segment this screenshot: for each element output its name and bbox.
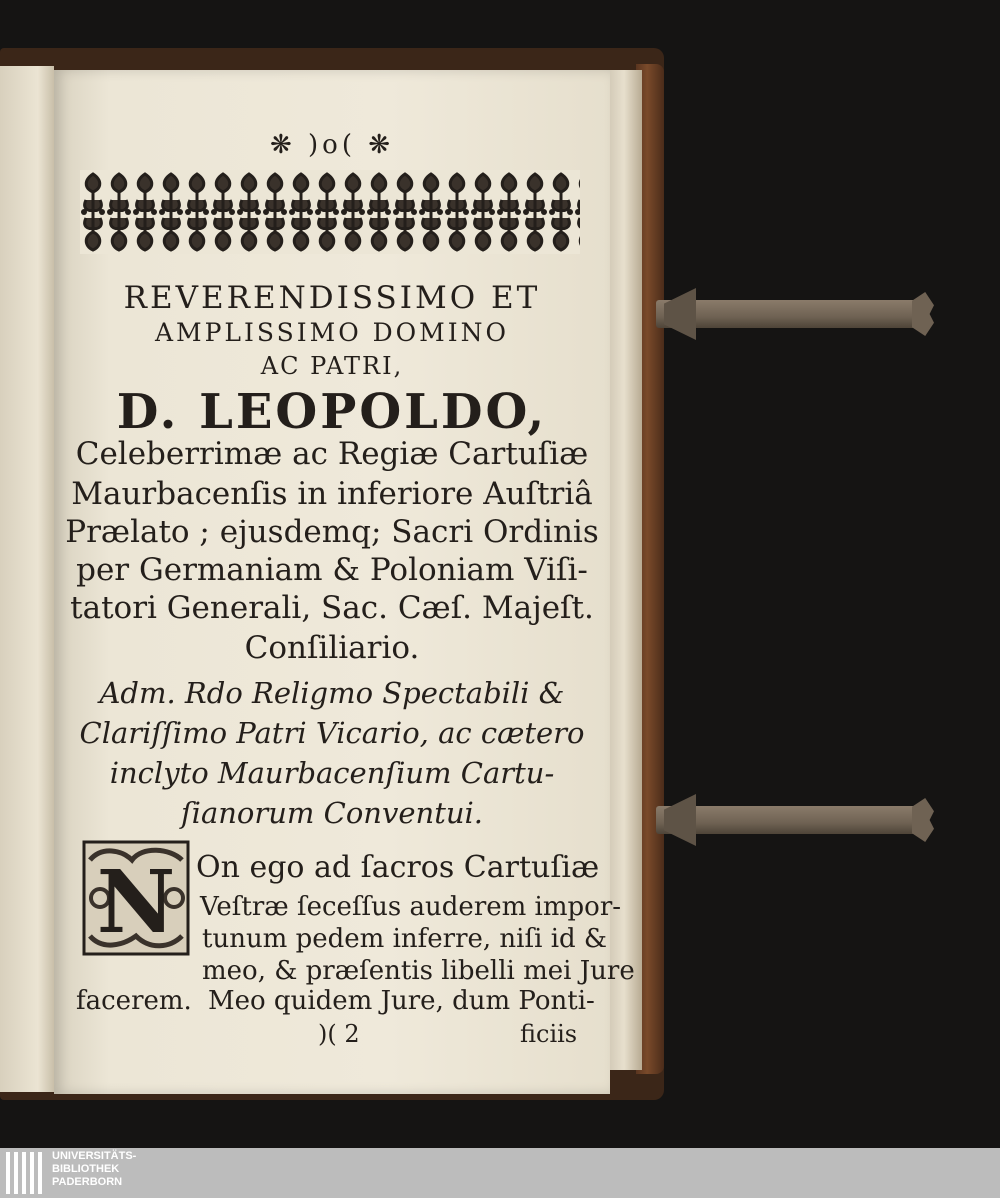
library-logo-icon <box>6 1152 44 1194</box>
dedicatee-name: D. LEOPOLDO, <box>116 384 548 440</box>
text-line: Celeberrimæ ac Regiæ Cartuſiæ <box>75 436 589 472</box>
clasp-top <box>656 300 924 328</box>
text-line: Conſiliario. <box>244 630 420 666</box>
left-page-edge <box>0 66 54 1092</box>
drop-cap-n <box>82 840 190 956</box>
body-line: Veſtræ ſeceſſus auderem impor- <box>200 892 622 922</box>
library-footer-bar <box>0 1148 1000 1198</box>
body-line: Meo quidem Jure, dum Ponti- <box>208 986 595 1016</box>
clasp-bottom <box>656 806 924 834</box>
italic-line: Clariſſimo Patri Vicario, ac cætero <box>79 716 585 750</box>
catchword: ficiis <box>520 1020 578 1048</box>
ornament-band <box>80 170 580 254</box>
text-line: tatori Generali, Sac. Cæſ. Majeſt. <box>70 590 594 626</box>
italic-line: ſianorum Conventui. <box>180 796 484 830</box>
body-line: meo, & præſentis libelli mei Jure <box>202 956 635 986</box>
heading-line: AC PATRI, <box>260 352 404 380</box>
text-line: Prælato ; ejusdemq; Sacri Ordinis <box>65 514 599 550</box>
signature-ornament: ❋ )o( ❋ <box>269 130 395 160</box>
body-line-first: On ego ad ſacros Cartuſiæ <box>196 850 600 885</box>
text-line: per Germaniam & Poloniam Viſi- <box>76 552 588 588</box>
logo-line: UNIVERSITÄTS- <box>52 1150 137 1162</box>
heading-line: REVERENDISSIMO ET <box>123 280 541 316</box>
body-line-left: facerem. <box>76 986 192 1016</box>
italic-line: inclyto Maurbacenſium Cartu- <box>109 756 555 790</box>
logo-line: PADERBORN <box>52 1176 123 1188</box>
signature-mark: )( 2 <box>318 1020 360 1048</box>
italic-line: Adm. Rdo Religmo Spectabili & <box>99 676 565 710</box>
body-line: tunum pedem inferre, niſi id & <box>202 924 608 954</box>
logo-line: BIBLIOTHEK <box>52 1163 120 1175</box>
text-line: Maurbacenſis in inferiore Auſtriâ <box>71 476 593 512</box>
heading-line: AMPLISSIMO DOMINO <box>154 318 510 347</box>
library-logo-text <box>52 1150 136 1189</box>
svg-text:N: N <box>96 852 176 953</box>
